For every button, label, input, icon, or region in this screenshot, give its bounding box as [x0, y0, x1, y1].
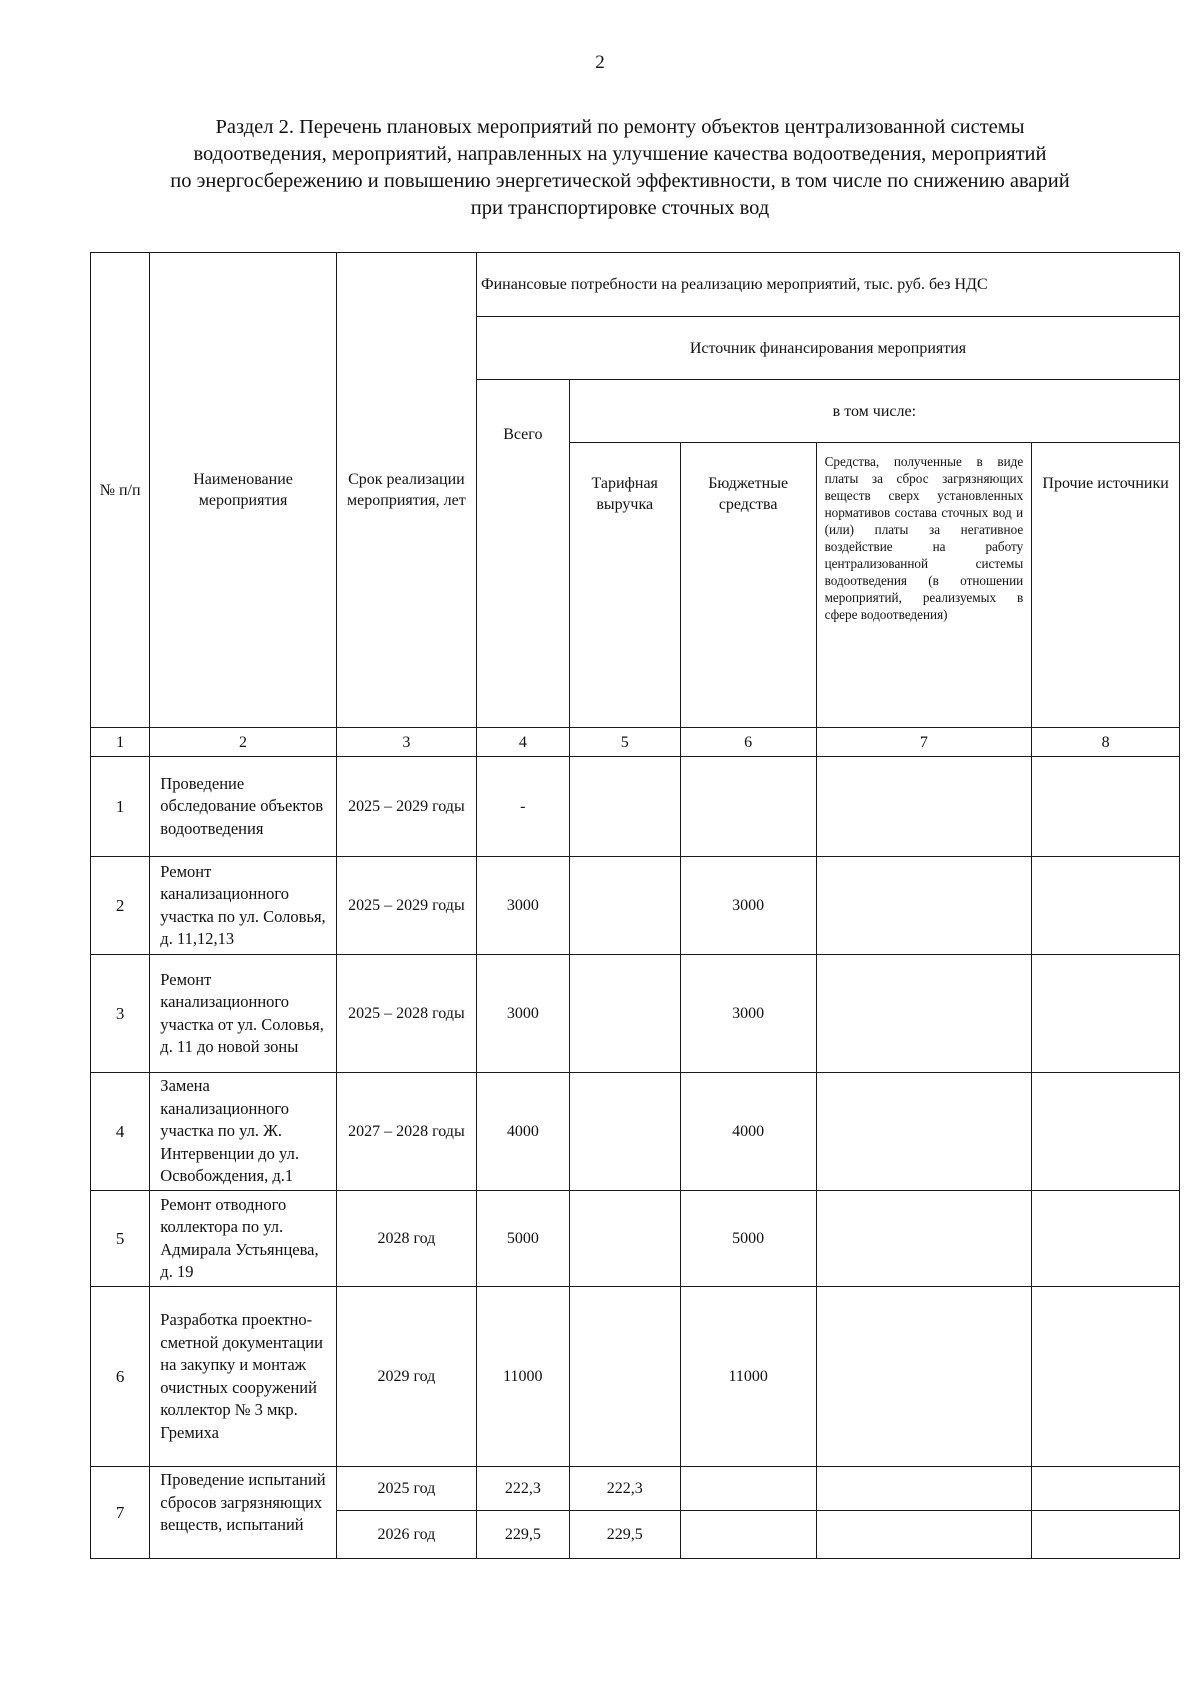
- row-other: [1032, 757, 1180, 857]
- table-row: [91, 955, 1180, 1073]
- row-term: 2028 год: [336, 1191, 476, 1287]
- row-total: 3000: [476, 955, 569, 1073]
- row-budget: 5000: [680, 1191, 816, 1287]
- row-name: Проведение обследование объектов водоотведения: [150, 757, 337, 857]
- row-tariff: [569, 757, 680, 857]
- column-number: 3: [336, 728, 476, 757]
- row-budget: 3000: [680, 955, 816, 1073]
- row-fees: [816, 1511, 1032, 1559]
- header-term: Срок реализации мероприятия, лет: [336, 253, 476, 728]
- row-name: Ремонт канализационного участка от ул. Соловья, д. 11 до новой зоны: [150, 955, 337, 1073]
- table-row: [91, 1191, 1180, 1287]
- section-title-line: Раздел 2. Перечень плановых мероприятий по ремонту объектов централизованной системы: [215, 116, 1025, 138]
- header-fees: Средства, полученные в виде платы за сброс загрязняющих веществ сверх установленных нормативов состава сточных вод и (или) платы за негативное воздействие на работу централизованной системы водоотведения (в отношении мероприятий, реализуемых в сфере водоотведения): [816, 443, 1032, 728]
- row-budget: [680, 1511, 816, 1559]
- column-number-row: [91, 728, 1180, 757]
- row-name: Ремонт канализационного участка по ул. Соловья, д. 11,12,13: [150, 857, 337, 955]
- row-tariff: [569, 955, 680, 1073]
- row-total: 11000: [476, 1287, 569, 1467]
- row-name: Замена канализационного участка по ул. Ж. Интервенции до ул. Освобождения, д.1: [150, 1073, 337, 1191]
- row-term: 2025 – 2029 годы: [336, 857, 476, 955]
- header-name: Наименование мероприятия: [150, 253, 337, 728]
- section-title-line: водоотведения, мероприятий, направленных на улучшение качества водоотведения, мероприятий: [193, 143, 1047, 165]
- row-num: 3: [91, 955, 150, 1073]
- row-tariff: [569, 1191, 680, 1287]
- column-number: 4: [476, 728, 569, 757]
- row-total: 4000: [476, 1073, 569, 1191]
- row-name: Ремонт отводного коллектора по ул. Адмирала Устьянцева, д. 19: [150, 1191, 337, 1287]
- row-fees: [816, 1073, 1032, 1191]
- row-other: [1032, 1511, 1180, 1559]
- row-num: 2: [91, 857, 150, 955]
- table-row: [91, 1073, 1180, 1191]
- row-term: 2025 – 2028 годы: [336, 955, 476, 1073]
- column-number: 7: [816, 728, 1032, 757]
- row-other: [1032, 1191, 1180, 1287]
- header-including: в том числе:: [569, 380, 1179, 443]
- header-num: № п/п: [91, 253, 150, 728]
- column-number: 5: [569, 728, 680, 757]
- row-fees: [816, 757, 1032, 857]
- row-budget: 11000: [680, 1287, 816, 1467]
- header-finance: Финансовые потребности на реализацию мероприятий, тыс. руб. без НДС: [476, 253, 1179, 317]
- row-total: 5000: [476, 1191, 569, 1287]
- table-row: [91, 1287, 1180, 1467]
- row-tariff: 222,3: [569, 1467, 680, 1511]
- row-name: Разработка проектно-сметной документации на закупку и монтаж очистных сооружений коллектор № 3 мкр. Гремиха: [150, 1287, 337, 1467]
- row-tariff: [569, 1073, 680, 1191]
- row-other: [1032, 857, 1180, 955]
- row-tariff: 229,5: [569, 1511, 680, 1559]
- row-other: [1032, 1467, 1180, 1511]
- row-budget: [680, 1467, 816, 1511]
- row-num: 6: [91, 1287, 150, 1467]
- row-other: [1032, 955, 1180, 1073]
- row-num: 4: [91, 1073, 150, 1191]
- row-budget: [680, 757, 816, 857]
- row-total: 222,3: [476, 1467, 569, 1511]
- row-fees: [816, 955, 1032, 1073]
- column-number: 8: [1032, 728, 1180, 757]
- column-number: 1: [91, 728, 150, 757]
- row-fees: [816, 1287, 1032, 1467]
- row-total: 229,5: [476, 1511, 569, 1559]
- row-fees: [816, 1191, 1032, 1287]
- header-other: Прочие источники: [1032, 443, 1180, 728]
- row-total: -: [476, 757, 569, 857]
- row-tariff: [569, 857, 680, 955]
- row-num: 1: [91, 757, 150, 857]
- row-other: [1032, 1287, 1180, 1467]
- row-num: 7: [91, 1467, 150, 1559]
- row-fees: [816, 1467, 1032, 1511]
- row-term: 2029 год: [336, 1287, 476, 1467]
- activities-table: [90, 252, 1180, 1559]
- row-tariff: [569, 1287, 680, 1467]
- row-num: 5: [91, 1191, 150, 1287]
- section-title-line: по энергосбережению и повышению энергетической эффективности, в том числе по снижению аварий: [170, 170, 1070, 192]
- row-term: 2025 – 2029 годы: [336, 757, 476, 857]
- row-term: 2026 год: [336, 1511, 476, 1559]
- header-source: Источник финансирования мероприятия: [476, 317, 1179, 380]
- row-name: Проведение испытаний сбросов загрязняющих веществ, испытаний: [150, 1467, 337, 1559]
- section-title-line: при транспортировке сточных вод: [470, 197, 770, 219]
- row-budget: 3000: [680, 857, 816, 955]
- row-term: 2025 год: [336, 1467, 476, 1511]
- header-total: Всего: [476, 380, 569, 728]
- row-total: 3000: [476, 857, 569, 955]
- column-number: 2: [150, 728, 337, 757]
- header-budget: Бюджетные средства: [680, 443, 816, 728]
- page-number: 2: [595, 52, 605, 73]
- table-row: [91, 857, 1180, 955]
- row-term: 2027 – 2028 годы: [336, 1073, 476, 1191]
- table-row: [91, 1467, 1180, 1511]
- section-title: [140, 114, 1100, 222]
- header-tariff: Тарифная выручка: [569, 443, 680, 728]
- row-other: [1032, 1073, 1180, 1191]
- table-row: [91, 757, 1180, 857]
- row-budget: 4000: [680, 1073, 816, 1191]
- column-number: 6: [680, 728, 816, 757]
- row-fees: [816, 857, 1032, 955]
